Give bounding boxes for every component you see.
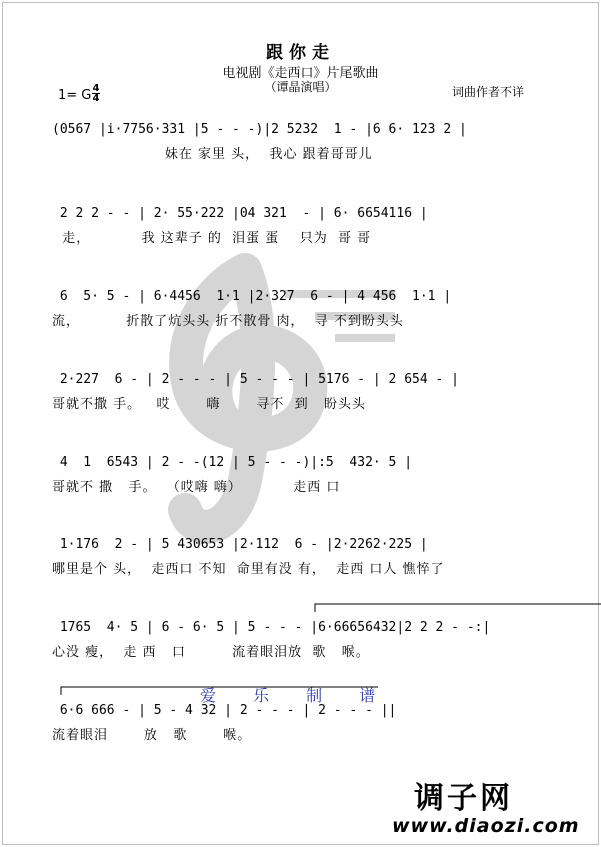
performer: （谭晶演唱） <box>264 80 337 94</box>
notes: 4 1 6543 | 2 - -(12 | 5 - - -)|:5 432· 5 | <box>52 455 413 470</box>
song-title: 跟你走 <box>266 43 335 63</box>
notes: 1·176 2 - | 5 430653 |2·112 6 - |2·2262·225 | <box>52 537 428 552</box>
notes: (0567 |i·7756·331 |5 - - -)|2 5232 1 - |6 6· 123 2 | <box>52 122 467 137</box>
lyrics: 哥就不撒 手。 哎 嗨 寻不 到 盼头头 <box>52 397 367 412</box>
site-logo: 调子网 <box>414 781 513 816</box>
lyrics: 走， 我 这辈子 的 泪蛋 蛋 只为 哥 哥 <box>52 231 372 246</box>
lyrics: 哥就不 撒 手。 （哎嗨 嗨） 走西 口 <box>52 480 341 495</box>
volta-bracket-1 <box>314 603 601 613</box>
lyrics: 心没 瘦， 走 西 口 流着眼泪放 歌 喉。 <box>52 645 370 660</box>
lyrics: 流着眼泪 放 歌 喉。 <box>52 728 252 743</box>
song-subtitle: 电视剧《走西口》片尾歌曲 <box>222 66 379 81</box>
time-signature-bottom: 4 <box>92 93 100 104</box>
lyrics: 妹在 家里 头， 我心 跟着哥哥儿 <box>52 147 373 162</box>
notes: 1765 4· 5 | 6 - 6· 5 | 5 - - - |6·66656432|2 2 2 - -:| <box>52 620 491 635</box>
arranger-watermark: 爱 乐 制 谱 <box>200 686 392 705</box>
key-signature: 1= G <box>58 88 92 103</box>
notes: 6·6 666 - | 5 - 4 32 | 2 - - - | 2 - - - || <box>52 703 397 718</box>
lyrics: 哪里是个 头， 走西口 不知 命里有没 有， 走西 口人 憔悴了 <box>52 562 445 577</box>
composer-credit: 词曲作者不详 <box>452 85 525 99</box>
notes: 6 5· 5 - | 6·4456 1·1 |2·327 6 - | 4 456 1·1 | <box>52 289 452 304</box>
time-signature-top: 4 <box>92 83 100 94</box>
lyrics: 流， 折散了炕头头 折不散骨 肉， 寻 不到盼头头 <box>52 314 404 329</box>
time-signature <box>92 84 100 103</box>
site-url: www.diaozi.com <box>392 815 580 837</box>
notes: 2·227 6 - | 2 - - - | 5 - - - | 5176 - | 2 654 - | <box>52 372 459 387</box>
notes: 2 2 2 - - | 2· 55·222 |04 321 - | 6· 6654116 | <box>52 206 428 221</box>
